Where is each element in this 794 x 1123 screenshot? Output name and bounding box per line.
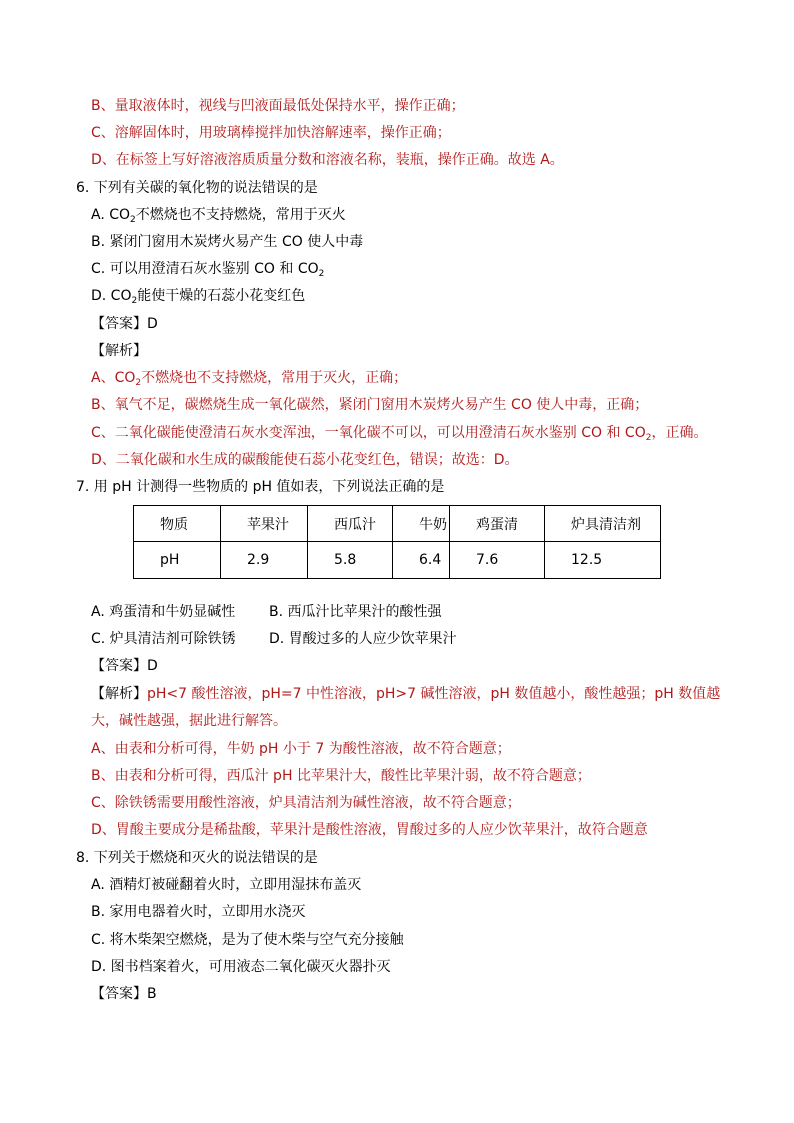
ph-table-cell: 6.4	[393, 542, 450, 579]
q7-explanation-a: A、由表和分析可得，牛奶 pH 小于 7 为酸性溶液，故不符合题意；	[91, 741, 511, 757]
q7-explanation-c: C、除铁锈需要用酸性溶液，炉具清洁剂为碱性溶液，故不符合题意；	[91, 795, 521, 811]
q5-explanation-d: D、在标签上写好溶液溶质质量分数和溶液名称，装瓶，操作正确。故选 A。	[91, 152, 564, 168]
q7-explanation-d: D、胃酸主要成分是稀盐酸，苹果汁是酸性溶液，胃酸过多的人应少饮苹果汁，故符合题意	[91, 822, 648, 838]
q7-option-d: D. 胃酸过多的人应少饮苹果汁	[269, 631, 457, 647]
q6-stem: 6. 下列有关碳的氧化物的说法错误的是	[76, 180, 318, 196]
ph-table-header-cell: 牛奶	[393, 506, 450, 542]
q7-answer: 【答案】D	[91, 658, 158, 674]
q7-analysis-line-1: 【解析】pH<7 酸性溶液，pH=7 中性溶液，pH>7 碱性溶液，pH 数值越小，酸性越强；pH 数值越	[91, 686, 721, 702]
q5-explanation-c: C、溶解固体时，用玻璃棒搅拌加快溶解速率，操作正确；	[91, 125, 451, 141]
q5-explanation-b: B、量取液体时，视线与凹液面最低处保持水平，操作正确；	[91, 98, 465, 114]
ph-table-header-cell: 西瓜汁	[308, 506, 393, 542]
q8-option-a: A. 酒精灯被碰翻着火时，立即用湿抹布盖灭	[91, 877, 362, 893]
ph-table	[133, 505, 661, 579]
q6-analysis-label: 【解析】	[91, 343, 147, 359]
ph-table-header-cell: 苹果汁	[221, 506, 308, 542]
q7-analysis-label: 【解析】	[91, 686, 147, 702]
q6-option-a: A. $CO_2$不燃烧也不支持燃烧，常用于灭火	[91, 207, 346, 225]
ph-table-header-row	[134, 506, 661, 542]
q7-stem: 7. 用 pH 计测得一些物质的 pH 值如表，下列说法正确的是	[76, 479, 445, 495]
ph-table-header-cell: 炉具清洁剂	[545, 506, 661, 542]
ph-table-cell: 7.6	[450, 542, 545, 579]
q8-option-b: B. 家用电器着火时，立即用水浇灭	[91, 904, 306, 920]
q6-answer: 【答案】D	[91, 316, 158, 332]
q6-option-d: D. $CO_2$能使干燥的石蕊小花变红色	[91, 288, 306, 306]
ph-table-header-cell: 鸡蛋清	[450, 506, 545, 542]
q6-option-b: B. 紧闭门窗用木炭烤火易产生 CO 使人中毒	[91, 234, 364, 250]
q7-option-b: B. 西瓜汁比苹果汁的酸性强	[269, 604, 442, 620]
q8-option-c: C. 将木柴架空燃烧，是为了使木柴与空气充分接触	[91, 932, 404, 948]
q6-explanation-d: D、二氧化碳和水生成的碳酸能使石蕊小花变红色，错误；故选：D。	[91, 452, 519, 468]
q8-option-d: D. 图书档案着火，可用液态二氧化碳灭火器扑灭	[91, 959, 391, 975]
q6-option-c: C. 可以用澄清石灰水鉴别 CO 和 $CO_2$	[91, 261, 325, 279]
q7-option-c: C. 炉具清洁剂可除铁锈	[91, 631, 236, 647]
q6-explanation-c: C、二氧化碳能使澄清石灰水变浑浊，一氧化碳不可以，可以用澄清石灰水鉴别 CO 和 $CO_2$，正确。	[91, 425, 708, 443]
q6-explanation-b: B、氧气不足，碳燃烧生成一氧化碳然，紧闭门窗用木炭烤火易产生 CO 使人中毒，正确；	[91, 397, 649, 413]
ph-table-cell: 12.5	[545, 542, 661, 579]
ph-table-cell: pH	[134, 542, 221, 579]
q7-analysis-line-2: 大，碱性越强，据此进行解答。	[91, 713, 287, 729]
ph-table-cell: 2.9	[221, 542, 308, 579]
ph-table-value-row	[134, 542, 661, 579]
q8-stem: 8. 下列关于燃烧和灭火的说法错误的是	[76, 850, 318, 866]
q6-explanation-a: A、$CO_2$不燃烧也不支持燃烧，常用于灭火，正确；	[91, 370, 408, 388]
q7-explanation-b: B、由表和分析可得，西瓜汁 pH 比苹果汁大，酸性比苹果汁弱，故不符合题意；	[91, 768, 591, 784]
q8-answer: 【答案】B	[91, 986, 157, 1002]
ph-table-header-cell: 物质	[134, 506, 221, 542]
q7-option-a: A. 鸡蛋清和牛奶显碱性	[91, 604, 236, 620]
ph-table-cell: 5.8	[308, 542, 393, 579]
